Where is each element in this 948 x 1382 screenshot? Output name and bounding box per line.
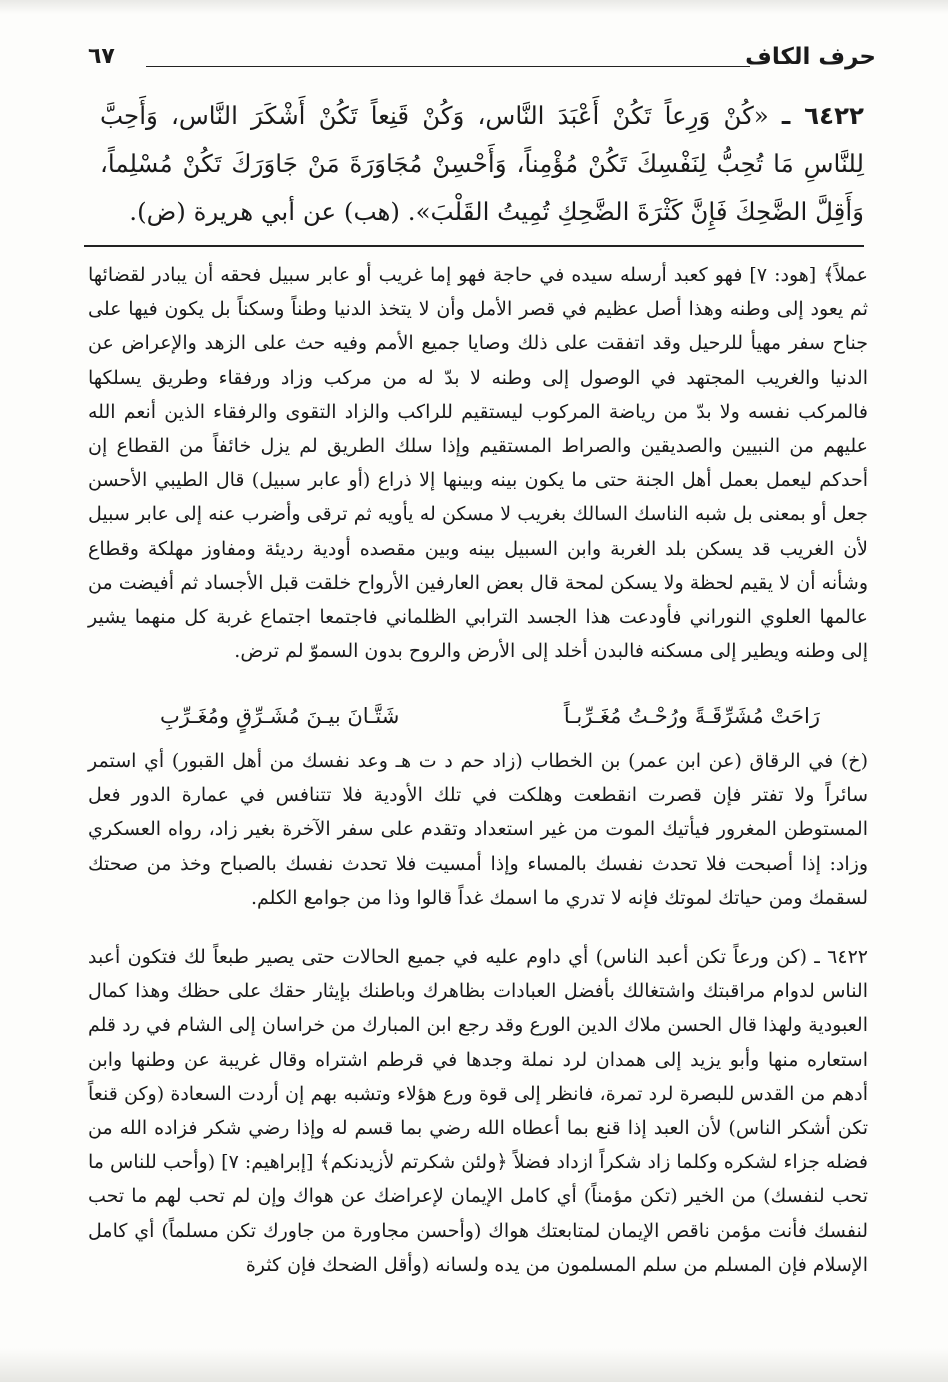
hadith-source: (هب) عن أبي هريرة (ض). (129, 197, 400, 226)
commentary-paragraph-2 (88, 744, 868, 915)
commentary-text: عملاً﴾ [هود: ٧] فهو كعبد أرسله سيده في حاجة فهو إما غريب أو عابر سبيل فحقه أن يبادر لقضائها ثم يعود إلى وطنه وهذا أصل عظيم في قصر الأمل وأن لا يتخذ الدنيا وطناً وسكناً بل يكون فيها على جناح سفر مهيأ للرحيل وقد اتفقت على ذلك وصايا جميع الأمم وفيه حث على الزهد والإعراض عن الدنيا والغريب المجتهد في الوصول إلى وطنه لا بدّ له من مركب وزاد ورفقاء وطريق يسلكها فالمركب نفسه ولا بدّ من رياضة المركوب ليستقيم للراكب والزاد التقوى والرفقاء الذين أنعم الله عليهم من النبيين والصديقين والصراط المستقيم وإذا سلك الطريق لم يزل خائفاً من القطاع إن أحدكم ليعمل بعمل أهل الجنة حتى ما يكون بينه وبينها إلا ذراع (أو عابر سبيل) قال الطيبي الأحسن جعل أو بمعنى بل شبه الناسك السالك بغريب لا مسكن له يأويه ثم ترقى وأضرب عنه إلى عابر سبيل لأن الغريب قد يسكن بلد الغربة وابن السبيل بينه وبين مقصده أودية رديئة ومفاوز مهلكة وقطاع وشأنه أن لا يقيم لحظة ولا يسكن لمحة قال بعض العارفين الأرواح خلقت قبل الأجساد ثم أفيضت من عالمها العلوي النوراني فأودعت هذا الجسد الترابي الظلماني فاجتمعا اجتماع غربة كل منهما يشير إلى وطنه ويطير إلى مسكنه فالبدن أخلد إلى الأرض والروح بدون السموّ لم ترض. (88, 264, 869, 663)
commentary-text: ٦٤٢٢ ـ (كن ورعاً تكن أعبد الناس) أي داوم عليه في جميع الحالات حتى يصير طبعاً لك فتكون أعبد الناس لدوام مراقبتك واشتغالك بأفضل العبادات بظاهرك وباطنك بإيثار حقك على حظك وهذا كمال العبودية ولهذا قال الحسن ملاك الدين الورع وقد رجع ابن المبارك من خراسان إلى الشام في رد قلم استعاره منها وأبو يزيد إلى همدان لرد نملة وجدها في قرطم اشتراه وقال غريبة عن وطنها وابن أدهم من القدس للبصرة لرد تمرة، فانظر إلى قوة ورع هؤلاء وتشبه بهم إن أردت السعادة (وكن قنعاً تكن أشكر الناس) لأن العبد إذا قنع بما أعطاه الله رضي بما قسم له وإذا رضي شكر فزاده الله من فضله جزاء لشكره وكلما زاد شكراً ازداد فضلاً ﴿ولئن شكرتم لأزيدنكم﴾ [إبراهيم: ٧] (وأحب للناس ما تحب لنفسك) من الخير (تكن مؤمناً) أي كامل الإيمان لإعراضك عن هواك وإن لم تحب لهم ما تحب لنفسك فأنت مؤمن ناقص الإيمان لمتابعتك هواك (وأحسن مجاورة من جاورك تكن مسلماً) أي كامل الإسلام فإن المسلم من سلم المسلمون من يده ولسانه (وأقل الضحك فإن كثرة (88, 946, 869, 1276)
footnote-divider (84, 245, 864, 247)
page-number: ٦٧ (88, 44, 115, 69)
hadith-text-block (100, 92, 864, 236)
commentary-text: (خ) في الرقاق (عن ابن عمر) بن الخطاب (زاد حم د ت هـ وعد نفسك من أهل القبور) أي استمر سائراً ولا تفتر فإن قصرت انقطعت وهلكت في تلك الأودية فلا تتنافس في عمارة الدور فعل المستوطن المغرور فيأتيك الموت من غير استعداد وتقدم على سفر الآخرة بغير زاد، رواه العسكري وزاد: إذا أصبحت فلا تحدث نفسك بالمساء وإذا أمسيت فلا تحدث نفسك بالصباح وخذ من صحتك لسقمك ومن حياتك لموتك فإنه لا تدري ما اسمك غداً قالوا وذا من جوامع الكلم. (88, 750, 868, 909)
commentary-paragraph-1 (88, 258, 868, 668)
hadith-number: ٦٤٢٢ ـ (781, 101, 864, 130)
scan-edge-bottom (0, 1348, 948, 1382)
commentary-paragraph-3 (88, 940, 868, 1282)
running-header (88, 42, 876, 82)
scan-edge-top (0, 0, 948, 14)
chapter-title: حرف الكاف (745, 44, 876, 70)
poetry-verse (160, 700, 820, 740)
verse-hemistich-first: رَاحَتْ مُشَرِّقَـةً ورُحْـتُ مُغَـرِّبـاً (563, 704, 820, 728)
verse-hemistich-second: شَتَّـانَ بيـنَ مُشَـرِّقٍ ومُغَـرِّبِ (160, 704, 400, 728)
hadith-text: «كُنْ وَرِعاً تَكُنْ أَعْبَدَ النَّاس، وَكُنْ قَنِعاً تَكُنْ أَشْكَرَ النَّاس، وَأَحِبَّ لِلنَّاسِ مَا تُحِبُّ لِنَفْسِكَ تَكُنْ مُؤْمِناً، وَأَحْسِنْ مُجَاوَرَةَ مَنْ جَاوَرَكَ تَكُنْ مُسْلِماً، وَأَقِلَّ الضَّحِكَ فَإِنَّ كَثْرَةَ الضَّحِكِ تُمِيتُ القَلْبَ». (100, 101, 864, 226)
header-rule (146, 66, 750, 67)
